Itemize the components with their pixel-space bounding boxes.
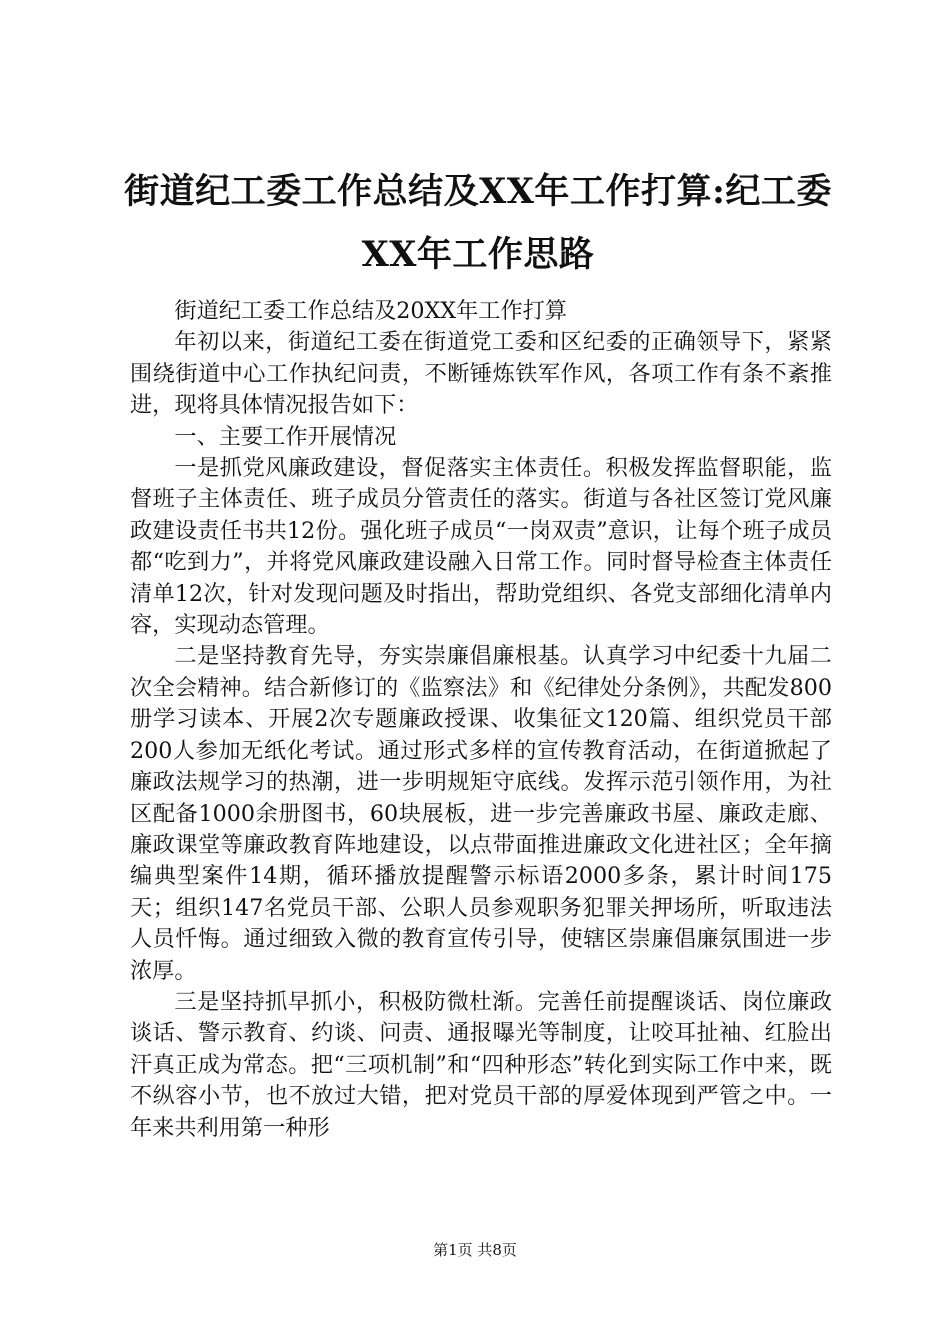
- subtitle-paragraph: 街道纪工委工作总结及20XX年工作打算: [174, 298, 568, 324]
- intro-paragraph: 年初以来，街道纪工委在街道党工委和区纪委的正确领导下，紧紧围绕街道中心工作执纪问责，不断锤炼铁军作风，各项工作有条不紊推进，现将具体情况报告如下：: [130, 329, 832, 419]
- body-paragraph-3: 三是坚持抓早抓小，积极防微杜渐。完善任前提醒谈话、岗位廉政谈话、警示教育、约谈、问责、通报曝光等制度，让咬耳扯袖、红脸出汗真正成为常态。把“三项机制”和“四种形态”转化到实际工作中来，既不纵容小节，也不放过大错，把对党员干部的厚爱体现到严管之中。一年来共利用第一种形: [130, 988, 832, 1141]
- section-heading: 一、主要工作开展情况: [174, 423, 397, 450]
- document-body: [130, 296, 832, 1144]
- page-footer: 第1页 共8页: [433, 1241, 517, 1259]
- body-paragraph-1: 一是抓党风廉政建设，督促落实主体责任。积极发挥监督职能，监督班子主体责任、班子成员分管责任的落实。街道与各社区签订党风廉政建设责任书共12份。强化班子成员“一岗双责”意识，让每个班子成员都“吃到力”，并将党风廉政建设融入日常工作。同时督导检查主体责任清单12次，针对发现问题及时指出，帮助党组织、各党支部细化清单内容，实现动态管理。: [130, 455, 832, 639]
- document-title: 街道纪工委工作总结及XX年工作打算:纪工委XX年工作思路: [124, 171, 832, 275]
- body-paragraph-2: 二是坚持教育先导，夯实崇廉倡廉根基。认真学习中纪委十九届二次全会精神。结合新修订的《监察法》和《纪律处分条例》，共配发800册学习读本、开展2次专题廉政授课、收集征文120篇、组织党员干部200人参加无纸化考试。通过形式多样的宣传教育活动，在街道掀起了廉政法规学习的热潮，进一步明规矩守底线。发挥示范引领作用，为社区配备1000余册图书，60块展板，进一步完善廉政书屋、廉政走廊、廉政课堂等廉政教育阵地建设，以点带面推进廉政文化进社区；全年摘编典型案件14期，循环播放提醒警示标语2000多条，累计时间175天；组织147名党员干部、公职人员参观职务犯罪关押场所，听取违法人员忏悔。通过细致入微的教育宣传引导，使辖区崇廉倡廉氛围进一步浓厚。: [130, 643, 832, 984]
